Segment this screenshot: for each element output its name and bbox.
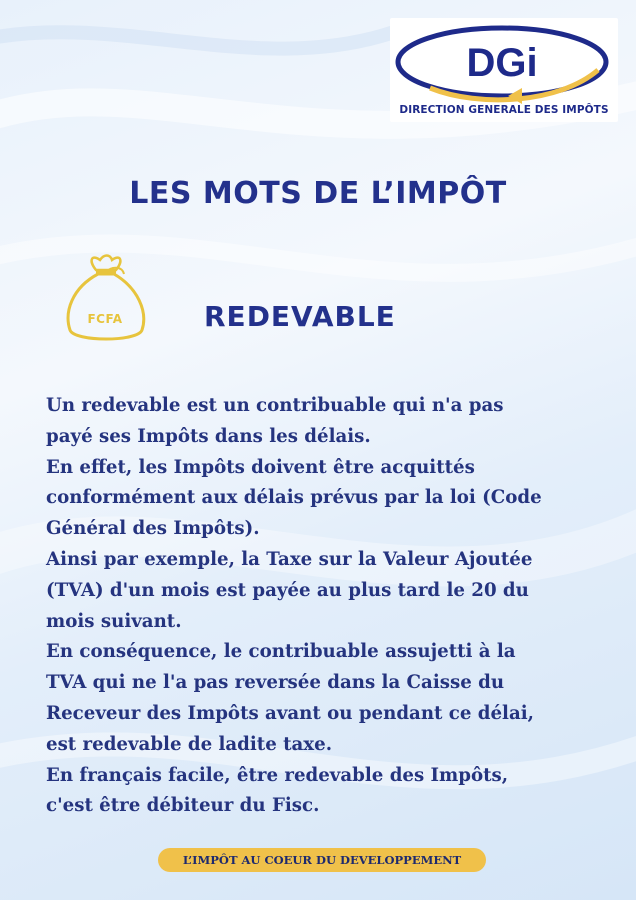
definition-line: c'est être débiteur du Fisc. xyxy=(46,795,320,817)
dgi-logo-caption: DIRECTION GENERALE DES IMPÔTS xyxy=(399,104,609,116)
definition-text xyxy=(46,391,606,822)
term-heading: REDEVABLE xyxy=(204,300,396,333)
definition-line: conformément aux délais prévus par la loi (Code xyxy=(46,487,542,509)
definition-line: payé ses Impôts dans les délais. xyxy=(46,425,371,447)
definition-line: Receveur des Impôts avant ou pendant ce délai, xyxy=(46,702,534,724)
definition-line: Général des Impôts). xyxy=(46,518,260,540)
definition-line: En effet, les Impôts doivent être acquittés xyxy=(46,456,475,478)
definition-line: Un redevable est un contribuable qui n'a pas xyxy=(46,395,504,416)
dgi-logo xyxy=(390,18,618,122)
page-title: LES MOTS DE L’IMPÔT xyxy=(129,176,507,211)
definition-line: En français facile, être redevable des Impôts, xyxy=(46,764,509,786)
definition-line: mois suivant. xyxy=(46,610,182,632)
definition-line: (TVA) d'un mois est payée au plus tard le 20 du xyxy=(46,579,529,601)
money-bag-label: FCFA xyxy=(87,312,123,326)
dgi-logo-brand: DGi xyxy=(466,41,538,85)
dgi-logo-mark xyxy=(390,18,618,104)
definition-line: Ainsi par exemple, la Taxe sur la Valeur Ajoutée xyxy=(46,548,533,570)
definition-line: est redevable de ladite taxe. xyxy=(46,733,333,755)
money-bag-icon xyxy=(62,252,148,344)
definition-line: En conséquence, le contribuable assujetti à la xyxy=(46,641,516,663)
slogan-banner: L’IMPÔT AU COEUR DU DEVELOPPEMENT xyxy=(158,848,486,872)
definition-line: TVA qui ne l'a pas reversée dans la Caisse du xyxy=(46,672,505,694)
